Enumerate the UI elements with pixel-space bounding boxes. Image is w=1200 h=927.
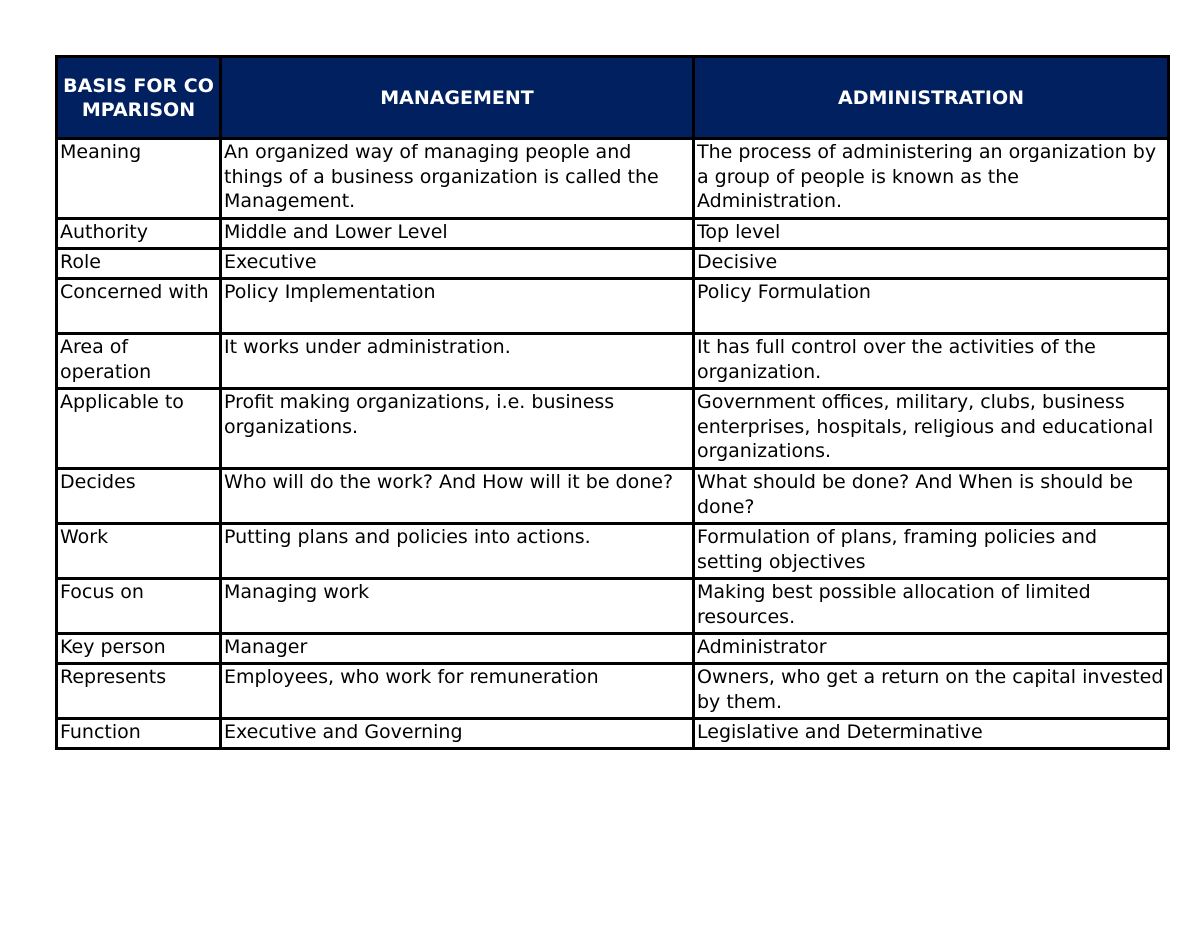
basis-cell: Decides	[57, 469, 221, 524]
administration-cell: Making best possible allocation of limited resources.	[694, 579, 1169, 634]
table-row	[57, 579, 1169, 634]
basis-cell: Area of operation	[57, 334, 221, 389]
header-row	[57, 57, 1169, 139]
management-cell: Employees, who work for remuneration	[221, 664, 694, 719]
table-row	[57, 634, 1169, 664]
management-cell: Policy Implementation	[221, 279, 694, 334]
basis-cell: Concerned with	[57, 279, 221, 334]
table-row	[57, 469, 1169, 524]
table-row	[57, 279, 1169, 334]
management-cell: Executive	[221, 249, 694, 279]
administration-cell: Top level	[694, 219, 1169, 249]
administration-cell: It has full control over the activities of the organization.	[694, 334, 1169, 389]
management-cell: Middle and Lower Level	[221, 219, 694, 249]
basis-cell: Represents	[57, 664, 221, 719]
basis-cell: Function	[57, 719, 221, 749]
management-cell: It works under administration.	[221, 334, 694, 389]
management-cell: An organized way of managing people and things of a business organization is called the Management.	[221, 139, 694, 219]
basis-cell: Role	[57, 249, 221, 279]
basis-cell: Meaning	[57, 139, 221, 219]
administration-cell: What should be done? And When is should be done?	[694, 469, 1169, 524]
management-cell: Managing work	[221, 579, 694, 634]
table-row	[57, 389, 1169, 469]
management-cell: Profit making organizations, i.e. business organizations.	[221, 389, 694, 469]
table-row	[57, 219, 1169, 249]
administration-cell: The process of administering an organization by a group of people is known as the Administration.	[694, 139, 1169, 219]
administration-cell: Government offices, military, clubs, business enterprises, hospitals, religious and educational organizations.	[694, 389, 1169, 469]
basis-cell: Key person	[57, 634, 221, 664]
administration-cell: Formulation of plans, framing policies and setting objectives	[694, 524, 1169, 579]
basis-cell: Applicable to	[57, 389, 221, 469]
table-row	[57, 139, 1169, 219]
administration-cell: Owners, who get a return on the capital invested by them.	[694, 664, 1169, 719]
management-cell: Putting plans and policies into actions.	[221, 524, 694, 579]
management-cell: Executive and Governing	[221, 719, 694, 749]
basis-cell: Focus on	[57, 579, 221, 634]
basis-cell: Work	[57, 524, 221, 579]
administration-cell: Decisive	[694, 249, 1169, 279]
administration-cell: Policy Formulation	[694, 279, 1169, 334]
administration-cell: Administrator	[694, 634, 1169, 664]
administration-cell: Legislative and Determinative	[694, 719, 1169, 749]
header-administration: ADMINISTRATION	[694, 57, 1169, 139]
comparison-table	[55, 55, 1170, 750]
table-row	[57, 334, 1169, 389]
basis-cell: Authority	[57, 219, 221, 249]
table-row	[57, 249, 1169, 279]
table-row	[57, 719, 1169, 749]
management-cell: Who will do the work? And How will it be done?	[221, 469, 694, 524]
header-basis: BASIS FOR COMPARISON	[57, 57, 221, 139]
table-row	[57, 524, 1169, 579]
management-cell: Manager	[221, 634, 694, 664]
table-row	[57, 664, 1169, 719]
header-management: MANAGEMENT	[221, 57, 694, 139]
